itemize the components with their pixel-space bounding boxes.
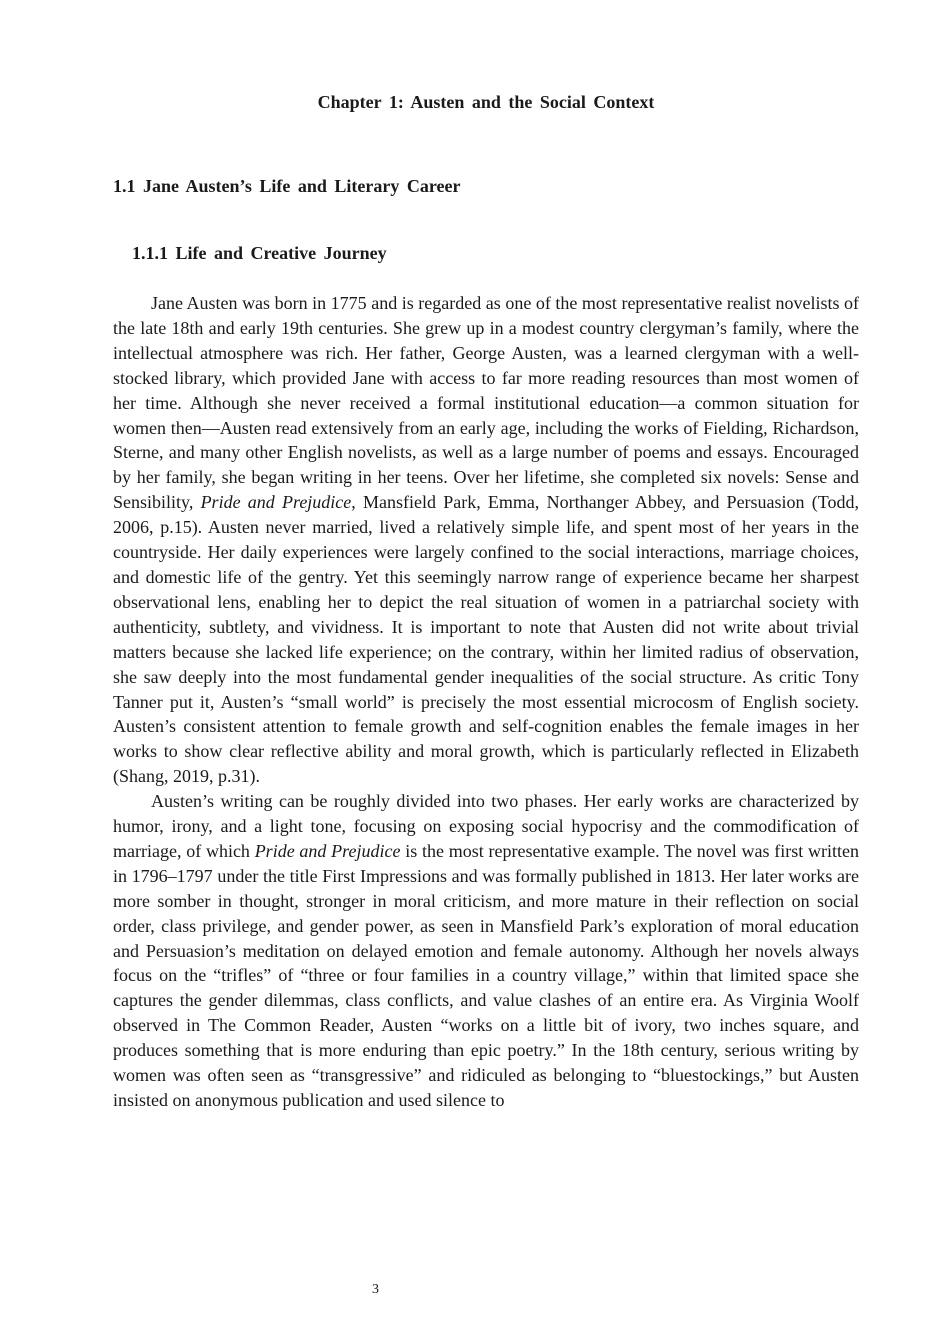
section-heading: 1.1 Jane Austen’s Life and Literary Career: [113, 176, 461, 196]
document-page: [113, 0, 859, 1344]
chapter-title: Chapter 1: Austen and the Social Context: [317, 92, 655, 112]
paragraph-1-text-b: , Mansfield Park, Emma, Northanger Abbey, and Persuasion (Todd, 2006, p.15). Austen never married, lived a relatively simple life, and spent most of her years in the countryside. Her daily experiences were largely confined to the social interactions, marriage choices, and domestic life of the gentry. Yet this seemingly narrow range of experience became her sharpest observational lens, enabling her to depict the real situation of women in a patriarchal society with authenticity, subtlety, and vividness. It is important to note that Austen did not write about trivial matters because she lacked life experience; on the contrary, within her limited radius of observation, she saw deeply into the most fundamental gender inequalities of the social structure. As critic Tony Tanner put it, Austen’s “small world” is precisely the most essential microcosm of English society. Austen’s consistent attention to female growth and self-cognition enables the female images in her works to show clear reflective ability and moral growth, which is particularly reflected in Elizabeth (Shang, 2019, p.31).: [113, 492, 859, 787]
paragraph-1-text-a: Jane Austen was born in 1775 and is regarded as one of the most representative realist novelists of the late 18th and early 19th centuries. She grew up in a modest country clergyman’s family, where the intellectual atmosphere was rich. Her father, George Austen, was a learned clergyman with a well-stocked library, which provided Jane with access to far more reading resources than most women of her time. Although she never received a formal institutional education—a common situation for women then—Austen read extensively from an early age, including the works of Fielding, Richardson, Sterne, and many other English novelists, as well as a large number of poems and essays. Encouraged by her family, she began writing in her teens. Over her lifetime, she completed six novels: Sense and Sensibility,: [113, 293, 859, 513]
book-title-italic: Pride and Prejudice: [254, 840, 401, 861]
subsection-heading: 1.1.1 Life and Creative Journey: [132, 243, 387, 263]
paragraph-2-text-a: Austen’s writing can be roughly divided into two phases. Her early works are characterized by humor, irony, and a light tone, focusing on exposing social hypocrisy and the commodification of marriage, of which: [113, 791, 859, 861]
paragraph-2-text-b: is the most representative example. The novel was first written in 1796–1797 under the title First Impressions and was formally published in 1813. Her later works are more somber in thought, stronger in moral criticism, and more mature in their reflection on social order, class privilege, and gender power, as seen in Mansfield Park’s exploration of moral education and Persuasion’s meditation on delayed emotion and female autonomy. Although her novels always focus on the “trifles” of “three or four families in a country village,” within that limited space she captures the gender dilemmas, class conflicts, and value clashes of an entire era. As Virginia Woolf observed in The Common Reader, Austen “works on a little bit of ivory, two inches square, and produces something that is more enduring than epic poetry.” In the 18th century, serious writing by women was often seen as “transgressive” and ridiculed as belonging to “bluestockings,” but Austen insisted on anonymous publication and used silence to: [113, 840, 859, 1110]
paragraph-2: [113, 789, 859, 1113]
book-title-italic: Pride and Prejudice: [200, 492, 352, 513]
paragraph-1: [113, 291, 859, 789]
body-text: [113, 291, 859, 1113]
page-number: 3: [372, 1282, 379, 1297]
